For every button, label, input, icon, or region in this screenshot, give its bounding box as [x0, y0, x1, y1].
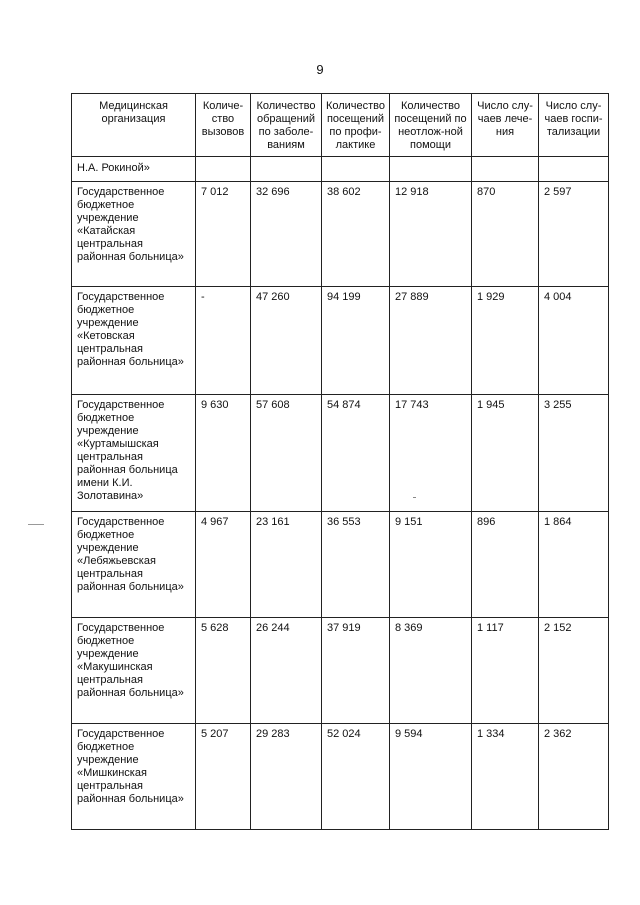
disease-visits-cell: 26 244 — [251, 618, 322, 724]
empty-cell — [251, 157, 322, 182]
header-row — [72, 94, 609, 157]
treatment-cases-cell: 896 — [472, 512, 539, 618]
hospitalization-cases-cell: 2 152 — [539, 618, 609, 724]
organization-cell: Государственное бюджетное учреждение «Катайская центральная районная больница» — [72, 182, 196, 287]
header-urgent-visits: Количество посещений по неотлож-ной помощи — [390, 94, 472, 157]
empty-cell — [322, 157, 390, 182]
urgent-visits-cell: 9 151 — [390, 512, 472, 618]
header-treatment-cases: Число слу-чаев лече-ния — [472, 94, 539, 157]
urgent-visits-cell: 9 594 — [390, 724, 472, 830]
table-row — [72, 512, 609, 618]
calls-cell: 4 967 — [196, 512, 251, 618]
empty-cell — [472, 157, 539, 182]
calls-cell: 7 012 — [196, 182, 251, 287]
urgent-visits-cell: 17 743 — [390, 395, 472, 512]
urgent-visits-cell: 12 918 — [390, 182, 472, 287]
organization-cell: Государственное бюджетное учреждение «Кетовская центральная районная больница» — [72, 287, 196, 395]
scan-mark — [28, 524, 44, 525]
disease-visits-cell: 29 283 — [251, 724, 322, 830]
preventive-visits-cell: 36 553 — [322, 512, 390, 618]
preventive-visits-cell: 54 874 — [322, 395, 390, 512]
urgent-visits-cell: 8 369 — [390, 618, 472, 724]
calls-cell: 5 628 — [196, 618, 251, 724]
hospitalization-cases-cell: 2 362 — [539, 724, 609, 830]
treatment-cases-cell: 1 929 — [472, 287, 539, 395]
disease-visits-cell: 57 608 — [251, 395, 322, 512]
organization-cell: Государственное бюджетное учреждение «Мишкинская центральная районная больница» — [72, 724, 196, 830]
page-number: 9 — [316, 62, 324, 77]
disease-visits-cell: 23 161 — [251, 512, 322, 618]
header-preventive-visits: Количество посещений по профи-лактике — [322, 94, 390, 157]
organization-cell: Государственное бюджетное учреждение «Лебяжьевская центральная районная больница» — [72, 512, 196, 618]
calls-cell: 5 207 — [196, 724, 251, 830]
treatment-cases-cell: 1 117 — [472, 618, 539, 724]
organization-cell: Государственное бюджетное учреждение «Куртамышская центральная районная больница имени К.И. Золотавина» — [72, 395, 196, 512]
disease-visits-cell: 47 260 — [251, 287, 322, 395]
table-row — [72, 182, 609, 287]
hospitalization-cases-cell: 1 864 — [539, 512, 609, 618]
statistics-table — [71, 93, 609, 830]
urgent-visits-cell: 27 889 — [390, 287, 472, 395]
scan-mark — [413, 497, 416, 498]
continuation-cell: Н.А. Рокиной» — [72, 157, 196, 182]
table-row — [72, 724, 609, 830]
hospitalization-cases-cell: 3 255 — [539, 395, 609, 512]
treatment-cases-cell: 870 — [472, 182, 539, 287]
empty-cell — [390, 157, 472, 182]
disease-visits-cell: 32 696 — [251, 182, 322, 287]
header-disease-visits: Количество обращений по заболе-ваниям — [251, 94, 322, 157]
table-row — [72, 395, 609, 512]
preventive-visits-cell: 94 199 — [322, 287, 390, 395]
preventive-visits-cell: 52 024 — [322, 724, 390, 830]
table-row — [72, 287, 609, 395]
table-row — [72, 618, 609, 724]
empty-cell — [196, 157, 251, 182]
header-hospitalization-cases: Число слу-чаев госпи-тализации — [539, 94, 609, 157]
treatment-cases-cell: 1 945 — [472, 395, 539, 512]
header-calls: Количе-ство вызовов — [196, 94, 251, 157]
hospitalization-cases-cell: 2 597 — [539, 182, 609, 287]
calls-cell: 9 630 — [196, 395, 251, 512]
preventive-visits-cell: 38 602 — [322, 182, 390, 287]
calls-cell: - — [196, 287, 251, 395]
treatment-cases-cell: 1 334 — [472, 724, 539, 830]
preventive-visits-cell: 37 919 — [322, 618, 390, 724]
organization-cell: Государственное бюджетное учреждение «Макушинская центральная районная больница» — [72, 618, 196, 724]
hospitalization-cases-cell: 4 004 — [539, 287, 609, 395]
empty-cell — [539, 157, 609, 182]
continuation-row — [72, 157, 609, 182]
header-organization: Медицинская организация — [72, 94, 196, 157]
